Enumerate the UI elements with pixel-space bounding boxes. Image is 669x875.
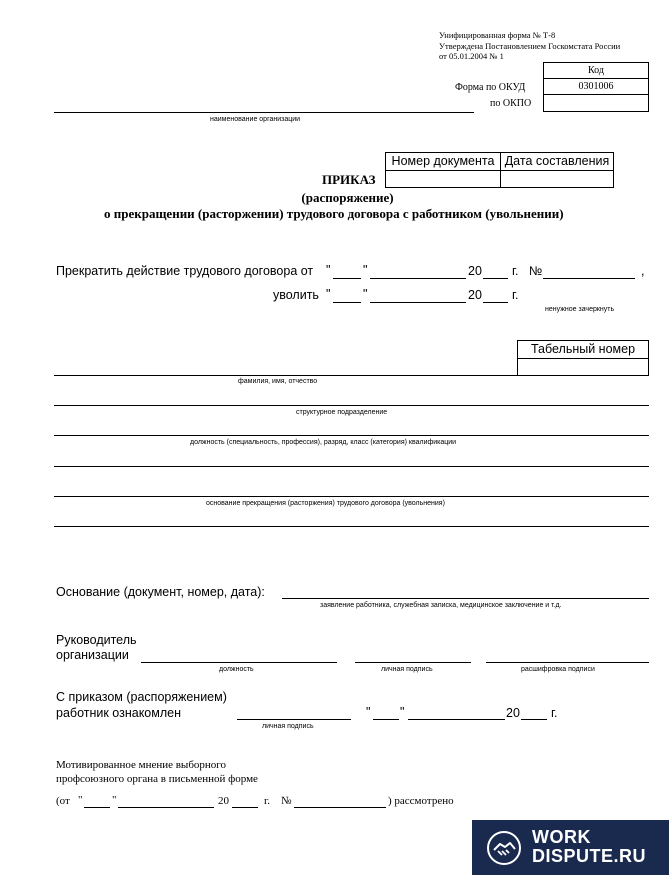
code-table — [543, 62, 649, 112]
organization-name-line[interactable] — [54, 112, 474, 113]
year-field-1[interactable] — [483, 278, 508, 279]
fio-caption: фамилия, имя, отчество — [238, 378, 318, 385]
head-label-2: организации — [56, 648, 129, 662]
quote-close-3: " — [400, 705, 405, 719]
document-table — [385, 152, 614, 188]
acquaint-label-1: С приказом (распоряжением) — [56, 690, 227, 704]
year-suffix-2: г. — [512, 288, 519, 302]
year-suffix-3: г. — [551, 706, 558, 720]
year-prefix-1: 20 — [468, 264, 482, 278]
comma: , — [641, 264, 645, 278]
quote-close-2: " — [363, 287, 368, 301]
doc-date-header: Дата составления — [501, 153, 614, 171]
form-number-line: Унифицированная форма № Т-8 — [439, 30, 556, 40]
terminate-text: Прекратить действие трудового договора от — [56, 264, 314, 278]
quote-open-3: " — [366, 705, 371, 719]
union-from: (от — [56, 795, 70, 807]
number-sign: № — [529, 264, 543, 278]
tabel-table — [517, 340, 649, 376]
basis-line[interactable] — [282, 598, 649, 599]
year-prefix-2: 20 — [468, 288, 482, 302]
union-label-1: Мотивированное мнение выборного — [56, 759, 227, 771]
workdispute-logo — [472, 820, 669, 875]
head-position-line[interactable] — [141, 662, 337, 663]
quote-open-1: " — [326, 263, 331, 277]
year-suffix-1: г. — [512, 264, 519, 278]
okpo-value[interactable] — [544, 95, 649, 112]
year-suffix-4: г. — [264, 795, 271, 807]
month-field-3[interactable] — [408, 719, 505, 720]
fio-line[interactable] — [54, 375, 649, 376]
ground-caption: основание прекращения (расторжения) трудового договора (увольнения) — [206, 500, 445, 507]
month-field-4[interactable] — [118, 807, 214, 808]
basis-label: Основание (документ, номер, дата): — [56, 585, 265, 599]
quote-close-1: " — [363, 263, 368, 277]
position-line-2[interactable] — [54, 466, 649, 467]
quote-open-2: " — [326, 287, 331, 301]
acquaint-signature-caption: личная подпись — [262, 723, 314, 730]
head-decoding-line[interactable] — [486, 662, 649, 663]
number-sign-4: № — [281, 795, 292, 807]
union-number-field[interactable] — [294, 807, 386, 808]
strike-note: ненужное зачеркнуть — [545, 306, 615, 313]
year-field-4[interactable] — [232, 807, 258, 808]
dismiss-text: уволить — [273, 288, 319, 302]
head-signature-caption: личная подпись — [381, 666, 433, 673]
position-caption: должность (специальность, профессия), разряд, класс (категория) квалификации — [190, 439, 457, 446]
approval-date-line: от 05.01.2004 № 1 — [439, 51, 504, 61]
contract-number-field[interactable] — [543, 278, 635, 279]
day-field-1[interactable] — [333, 278, 361, 279]
organization-caption: наименование организации — [210, 116, 301, 123]
union-label-2: профсоюзного органа в письменной форме — [56, 773, 258, 785]
day-field-4[interactable] — [84, 807, 110, 808]
handshake-icon — [486, 830, 522, 866]
ground-line-2[interactable] — [54, 526, 649, 527]
approval-line: Утверждена Постановлением Госкомстата России — [439, 40, 621, 51]
doc-date-field[interactable] — [501, 171, 614, 188]
day-field-2[interactable] — [333, 302, 361, 303]
logo-text-line1: WORK — [532, 827, 591, 847]
okud-value: 0301006 — [544, 79, 649, 95]
document-title: ПРИКАЗ — [322, 172, 376, 187]
month-field-2[interactable] — [370, 302, 466, 303]
logo-text-line2: DISPUTE.RU — [532, 846, 647, 866]
tabel-header: Табельный номер — [518, 341, 649, 359]
union-considered: ) рассмотрено — [388, 795, 454, 807]
document-subtitle: (распоряжение) — [301, 190, 394, 205]
doc-number-header: Номер документа — [386, 153, 501, 171]
head-signature-line[interactable] — [355, 662, 471, 663]
okpo-label: по ОКПО — [490, 98, 532, 109]
day-field-3[interactable] — [373, 719, 399, 720]
head-position-caption: должность — [219, 666, 254, 673]
acquaint-label-2: работник ознакомлен — [56, 706, 181, 720]
year-prefix-3: 20 — [506, 706, 520, 720]
form-header — [439, 30, 620, 62]
doc-number-field[interactable] — [386, 171, 501, 188]
year-field-2[interactable] — [483, 302, 508, 303]
year-field-3[interactable] — [521, 719, 547, 720]
code-header: Код — [544, 63, 649, 79]
document-subject: о прекращении (расторжении) трудового договора с работником (увольнении) — [104, 206, 564, 221]
quote-open-4: " — [78, 794, 83, 806]
acquaint-signature-line[interactable] — [237, 719, 351, 720]
tabel-field[interactable] — [518, 359, 649, 376]
ground-line[interactable] — [54, 496, 649, 497]
quote-close-4: " — [112, 794, 117, 806]
department-caption: структурное подразделение — [296, 409, 388, 416]
month-field-1[interactable] — [370, 278, 466, 279]
okud-label: Форма по ОКУД — [455, 82, 526, 93]
year-prefix-4: 20 — [218, 795, 229, 807]
position-line[interactable] — [54, 435, 649, 436]
head-label-1: Руководитель — [56, 633, 137, 647]
basis-caption: заявление работника, служебная записка, медицинское заключение и т.д. — [320, 602, 562, 609]
department-line[interactable] — [54, 405, 649, 406]
head-decoding-caption: расшифровка подписи — [521, 666, 595, 673]
